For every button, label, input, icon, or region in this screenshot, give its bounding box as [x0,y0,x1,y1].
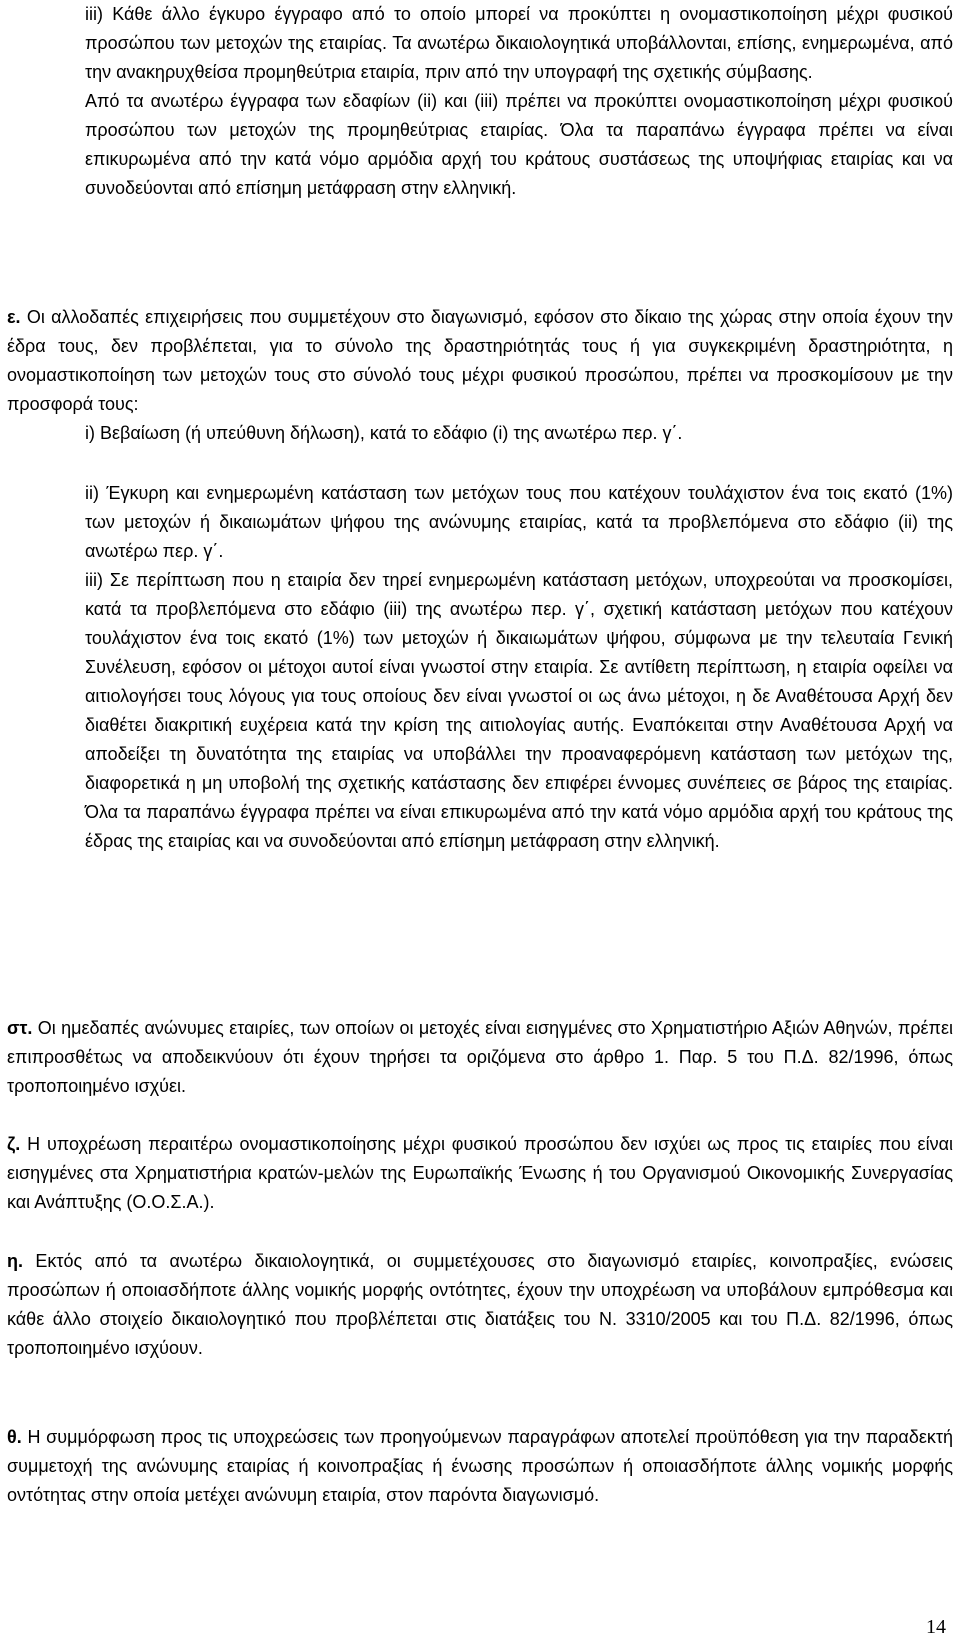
section-e [7,303,953,419]
section-z [7,1130,953,1217]
section-st-text: Οι ημεδαπές ανώνυμες εταιρίες, των οποίων οι μετοχές είναι εισηγμένες στο Χρηματιστήριο Αξιών Αθηνών, πρέπει επιπροσθέτως να αποδεικνύουν ότι έχουν τηρήσει τα οριζόμενα στο άρθρο 1. Παρ. 5 του Π.Δ. 82/1996, όπως τροποποιημένο ισχύει. [7,1018,953,1096]
section-d-continuation [85,0,953,203]
section-th-letter: θ. [7,1427,22,1447]
section-th [7,1423,953,1510]
section-z-text: Η υποχρέωση περαιτέρω ονομαστικοποίησης μέχρι φυσικού προσώπου δεν ισχύει ως προς τις εταιρίες που είναι εισηγμένες στα Χρηματιστήρια κρατών-μελών της Ευρωπαϊκής Ένωσης ή του Οργανισμού Οικονομικής Συνεργασίας και Ανάπτυξης (Ο.Ο.Σ.Α.). [7,1134,953,1212]
section-e-item-i-wrapper [85,419,953,448]
page-number: 14 [926,1616,946,1638]
section-e-items [85,479,953,856]
section-h-text: Εκτός από τα ανωτέρω δικαιολογητικά, οι συμμετέχουσες στο διαγωνισμό εταιρίες, κοινοπραξίες, ενώσεις προσώπων ή οποιασδήποτε άλλης νομικής μορφής οντότητες, έχουν την υποχρέωση να υποβάλουν εμπρόθεσμα και κάθε άλλο στοιχείο δικαιολογητικό που προβλέπεται στις διατάξεις του Ν. 3310/2005 και του Π.Δ. 82/1996, όπως τροποποιημένο ισχύουν. [7,1251,953,1358]
section-th-text: Η συμμόρφωση προς τις υποχρεώσεις των προηγούμενων παραγράφων αποτελεί προϋπόθεση για την παραδεκτή συμμετοχή της ανώνυμης εταιρίας ή κοινοπραξίας ή ένωσης προσώπων ή οποιασδήποτε άλλης νομικής μορφής οντότητας στην οποία μετέχει ανώνυμη εταιρία, στον παρόντα διαγωνισμό. [7,1427,953,1505]
item-iii-text: iii) Κάθε άλλο έγκυρο έγγραφο από το οποίο μπορεί να προκύπτει η ονομαστικοποίηση μέχρι φυσικού προσώπου των μετοχών της εταιρίας. Τα ανωτέρω δικαιολογητικά υποβάλλονται, επίσης, ενημερωμένα, από την ανακηρυχθείσα προμηθεύτρια εταιρία, πριν από την υπογραφή της σχετικής σύμβασης. [85,4,953,82]
section-h [7,1247,953,1363]
section-e-intro-text: Οι αλλοδαπές επιχειρήσεις που συμμετέχουν στο διαγωνισμό, εφόσον στο δίκαιο της χώρας στην οποία έχουν την έδρα τους, δεν προβλέπεται, για το σύνολο της δραστηριότητάς τους ή για συγκεκριμένη δραστηριότητα, η ονομαστικοποίηση των μετοχών τους στο σύνολό τους μέχρι φυσικού προσώπου, πρέπει να προσκομίσουν με την προσφορά τους: [7,307,953,414]
section-e-intro [7,303,953,419]
section-e-item-i: i) Βεβαίωση (ή υπεύθυνη δήλωση), κατά το εδάφιο (i) της ανωτέρω περ. γ΄. [85,423,683,443]
section-d-closing-paragraph: Από τα ανωτέρω έγγραφα των εδαφίων (ii) και (iii) πρέπει να προκύπτει ονομαστικοποίηση μέχρι φυσικού προσώπου των μετοχών της προμηθεύτριας εταιρίας. Όλα τα παραπάνω έγγραφα πρέπει να είναι επικυρωμένα από την κατά νόμο αρμόδια αρχή του κράτους συστάσεως της υποψήφιας εταιρίας και να συνοδεύονται από επίσημη μετάφραση στην ελληνική. [85,91,953,198]
section-st-letter: στ. [7,1018,33,1038]
section-st [7,1014,953,1101]
section-e-letter: ε. [7,307,21,327]
section-h-letter: η. [7,1251,23,1271]
section-e-item-ii: ii) Έγκυρη και ενημερωμένη κατάσταση των μετόχων τους που κατέχουν τουλάχιστον ένα τοις εκατό (1%) των μετοχών ή δικαιωμάτων ψήφου της ανώνυμης εταιρίας, κατά τα προβλεπόμενα στο εδάφιο (ii) της ανωτέρω περ. γ΄. [85,483,953,561]
section-z-letter: ζ. [7,1134,21,1154]
section-e-item-iii: iii) Σε περίπτωση που η εταιρία δεν τηρεί ενημερωμένη κατάσταση μετόχων, υποχρεούται να προσκομίσει, κατά τα προβλεπόμενα στο εδάφιο (iii) της ανωτέρω περ. γ΄, σχετική κατάσταση μετόχων που κατέχουν τουλάχιστον ένα τοις εκατό (1%) των μετοχών ή δικαιωμάτων ψήφου, σύμφωνα με την τελευταία Γενική Συνέλευση, εφόσον οι μέτοχοι αυτοί είναι γνωστοί στην εταιρία. Σε αντίθετη περίπτωση, η εταιρία οφείλει να αιτιολογήσει τους λόγους για τους οποίους δεν είναι γνωστοί οι ως άνω μέτοχοι, η δε Αναθέτουσα Αρχή δεν διαθέτει διακριτική ευχέρεια κατά την κρίση της αιτιολογίας αυτής. Εναπόκειται στην Αναθέτουσα Αρχή να αποδείξει τη δυνατότητα της εταιρίας να υποβάλλει την προαναφερόμενη κατάσταση των μετόχων της, διαφορετικά η μη υποβολή της σχετικής κατάστασης δεν επιφέρει έννομες συνέπειες σε βάρος της εταιρίας. Όλα τα παραπάνω έγγραφα πρέπει να είναι επικυρωμένα από την κατά νόμο αρμόδια αρχή του κράτους της έδρας της εταιρίας και να συνοδεύονται από επίσημη μετάφραση στην ελληνική. [85,570,953,851]
